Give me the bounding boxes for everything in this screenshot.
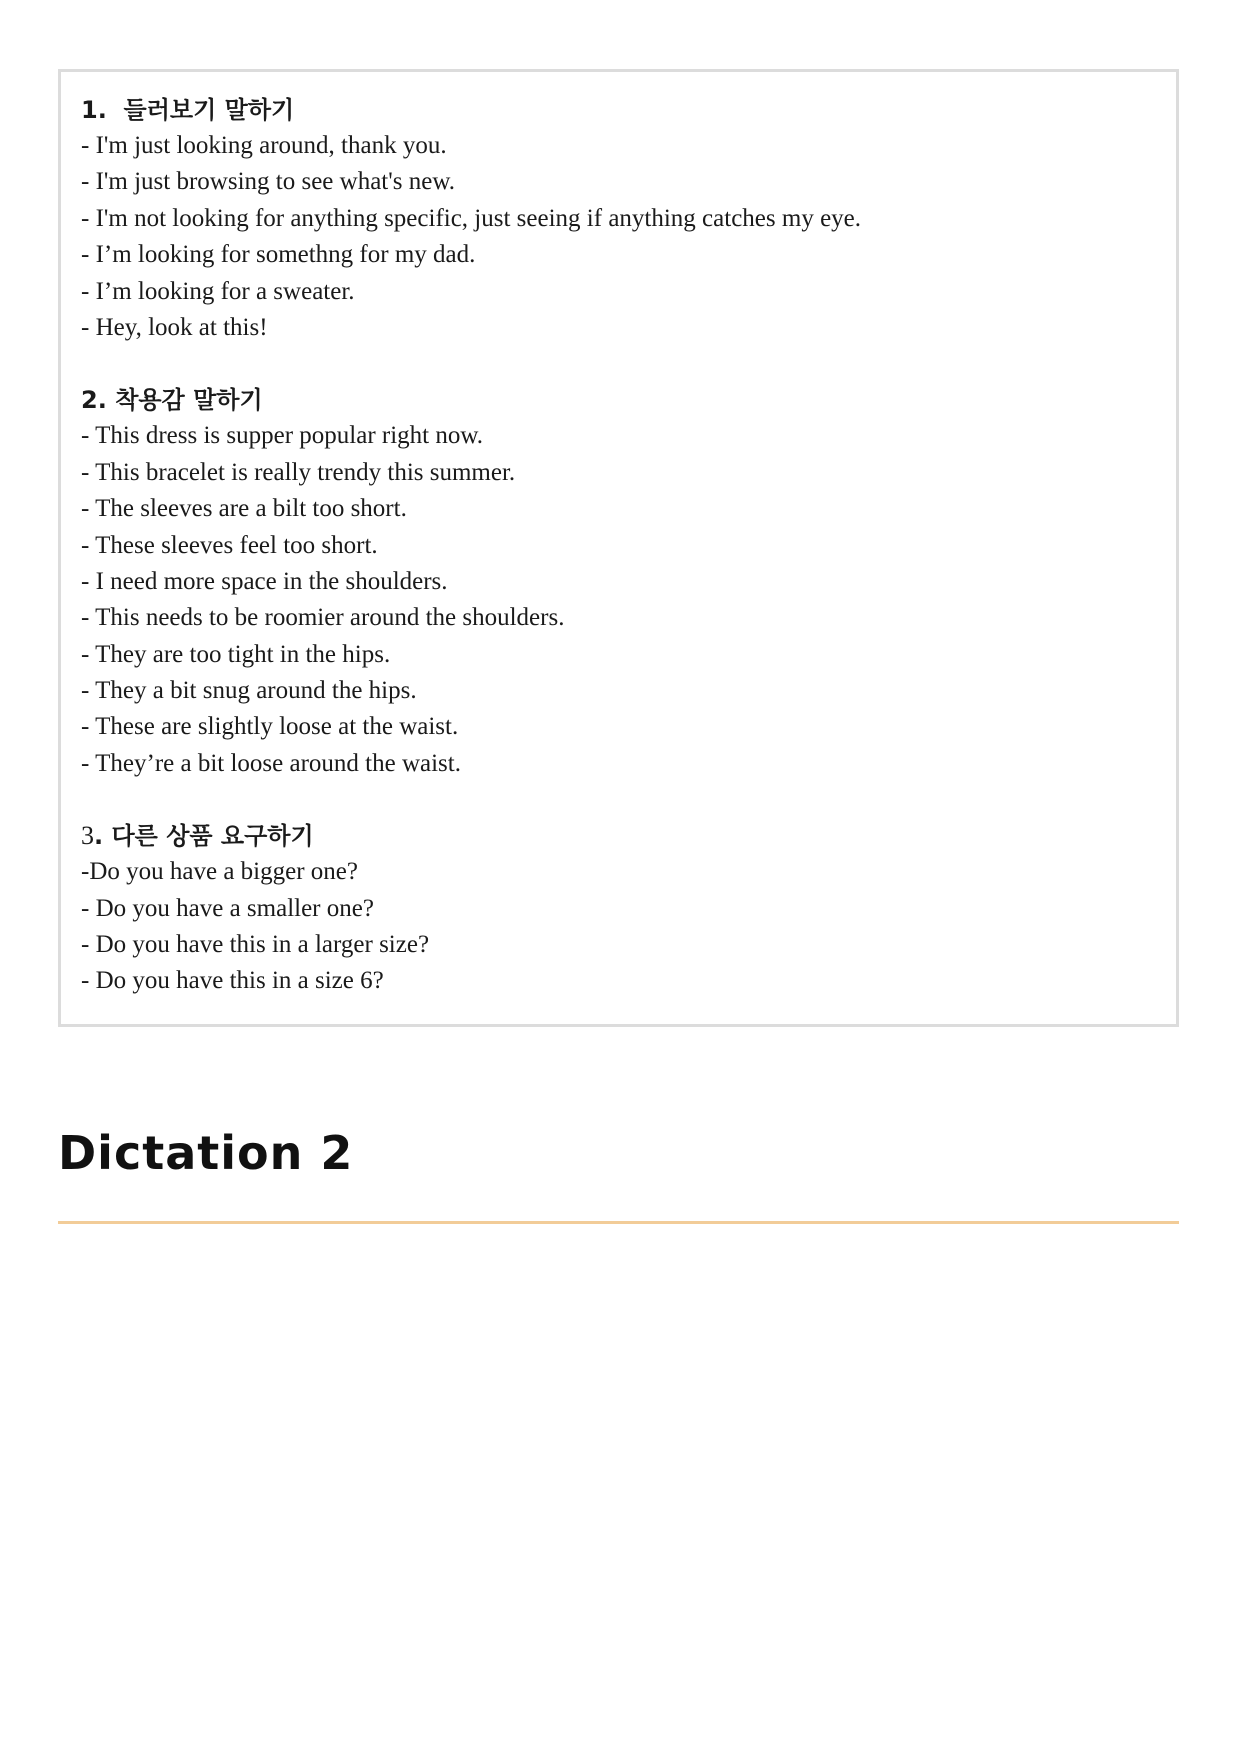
phrase-line: - Hey, look at this! [81, 313, 268, 341]
phrase-line: - I'm just looking around, thank you. [81, 132, 447, 159]
phrase-line: - I need more space in the shoulders. [81, 567, 448, 595]
section-other-product [81, 818, 1156, 1000]
phrase-line: - This bracelet is really trendy this summer. [81, 458, 516, 486]
phrase-line: - These sleeves feel too short. [81, 531, 378, 559]
section-heading [81, 818, 1156, 854]
phrase-line: - This dress is supper popular right now. [81, 422, 484, 450]
phrase-line: - Do you have a smaller one? [81, 894, 374, 922]
phrase-line: - The sleeves are a bilt too short. [81, 495, 407, 523]
phrase-line: - I’m looking for somethng for my dad. [81, 241, 476, 269]
phrase-list [81, 128, 1156, 346]
phrase-line: - Do you have this in a larger size? [81, 931, 430, 959]
phrase-line: -Do you have a bigger one? [81, 858, 358, 886]
phrase-line: - They’re a bit loose around the waist. [81, 749, 461, 777]
section-number: 3 [81, 821, 94, 851]
phrase-line: - These are slightly loose at the waist. [81, 713, 459, 741]
phrase-line: - I'm not looking for anything specific, just seeing if anything catches my eye. [81, 204, 862, 232]
phrase-line: - Do you have this in a size 6? [81, 967, 384, 995]
section-number-suffix: . [94, 822, 104, 851]
section-fit [81, 382, 1156, 782]
phrase-list [81, 854, 1156, 1000]
section-heading [81, 92, 1156, 128]
phrase-line: - This needs to be roomier around the shoulders. [81, 604, 565, 632]
section-title: 다른 상품 요구하기 [111, 822, 314, 851]
section-title: 들러보기 말하기 [123, 96, 295, 124]
section-title: 착용감 말하기 [115, 386, 263, 415]
section-number: 1. [81, 96, 107, 124]
section-number: 2. [81, 386, 107, 415]
section-divider [58, 1221, 1179, 1224]
phrase-line: - I’m looking for a sweater. [81, 277, 355, 305]
phrase-line: - They are too tight in the hips. [81, 640, 391, 668]
phrase-box [58, 69, 1179, 1027]
section-heading [81, 382, 1156, 418]
phrase-line: - I'm just browsing to see what's new. [81, 168, 455, 196]
phrase-line: - They a bit snug around the hips. [81, 677, 417, 705]
section-browsing [81, 92, 1156, 346]
dictation-title: Dictation 2 [58, 1126, 354, 1180]
phrase-list [81, 418, 1156, 782]
